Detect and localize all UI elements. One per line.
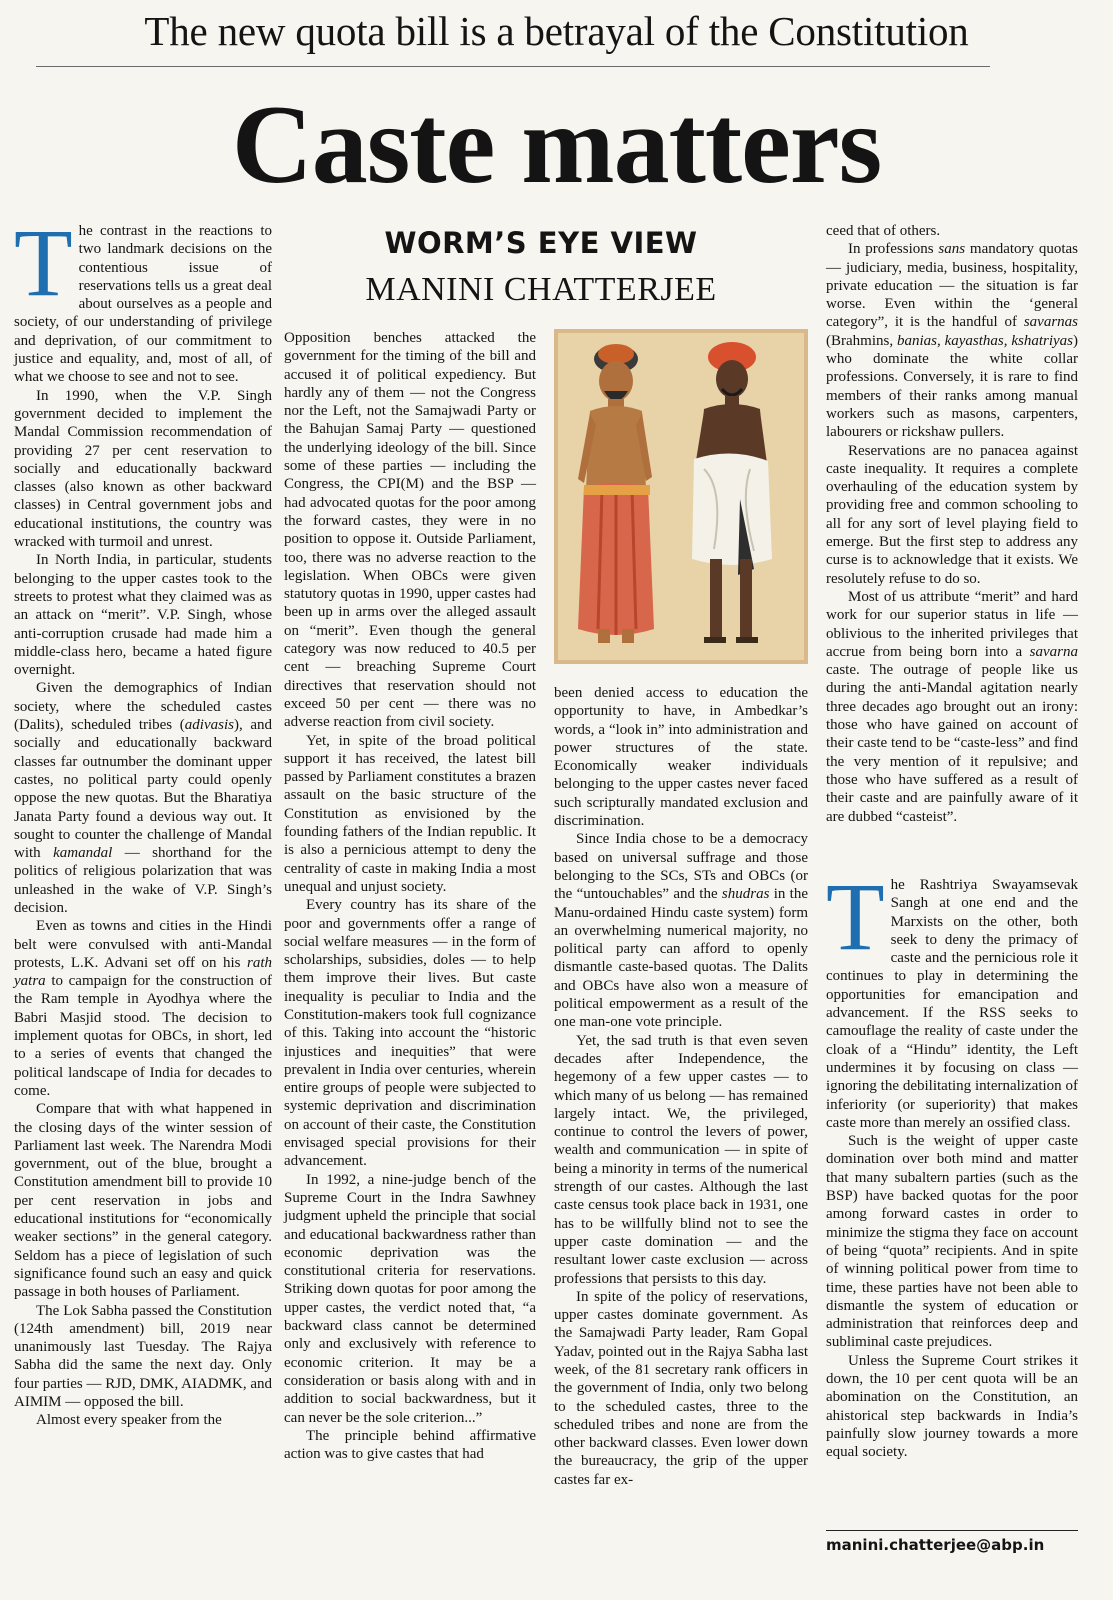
paragraph: been denied access to education the opportunity to have, in Ambedkar’s words, a “look in” into administration and power structures of the state. Economically weaker individuals belonging to the upper castes never faced such scripturally mandated exclusion and discrimination. [554, 685, 808, 830]
paragraph: In North India, in particular, students belonging to the upper castes took to the streets to protest what they claimed was as an attack on “merit”. V.P. Singh, whose anti-corruption crusade had made him a middle-class hero, became a hated figure overnight. [14, 552, 272, 679]
paragraph: The Lok Sabha passed the Constitution (124th amendment) bill, 2019 near unanimously last Tuesday. The Rajya Sabha did the same the next day. Only four parties — RJD, DMK, AIADMK, and AIMIM — opposed the bill. [14, 1302, 272, 1410]
article-column-2 [284, 329, 536, 1463]
drop-cap: T [826, 863, 885, 970]
paragraph: Reservations are no panacea against caste inequality. It requires a complete overhauling of the education system by providing free and common schooling to all for any sort of level playing field to emerge. But the first step to address any curse is to acknowledge that it exists. We resolutely refuse to do so. [826, 442, 1078, 587]
author-byline: MANINI CHATTERJEE [365, 271, 717, 308]
article-column-4 [826, 222, 1078, 826]
paragraph: The principle behind affirmative action was to give castes that had [284, 1427, 536, 1463]
paragraph: In professions sans mandatory quotas — judiciary, media, business, hospitality, private education — the situation is far worse. Even within the ‘general category”, it is the handful of savarnas (Brahmins, banias, kayasthas, kshatriyas) who dominate the white collar professions. Conversely, it is rare to find members of their ranks among manual workers such as masons, carpenters, labourers or rickshaw pullers. [826, 241, 1079, 441]
article-column-3 [554, 684, 808, 1489]
article-column-1 [14, 209, 272, 1430]
email-rule [826, 1530, 1078, 1531]
paragraph: Yet, the sad truth is that even seven decades after Independence, the hegemony of a few upper castes — to which many of us belong — has remained largely intact. We, the privileged, continue to control the levers of power, wealth and communication — in spite of being a minority in terms of the numerical strength of our castes. Although the last caste census took place back in 1931, one has to be willfully blind not to see the upper caste domination — and the resultant lower caste exclusion — across professions that persists to this day. [554, 1032, 808, 1287]
paragraph: Opposition benches attacked the government for the timing of the bill and accused it of political expediency. But hardly any of them — not the Congress nor the Left, not the Samajwadi Party or the Bahujan Samaj Party — questioned the underlying ideology of the bill. Since some of these parties — including the Congress, the CPI(M) and the BSP — had advocated quotas for the poor among the forward castes, they were in no position to oppose it. Outside Parliament, too, there was no adverse reaction to the legislation. When OBCs were given statutory quotas in 1990, upper castes had been up in arms over the alleged assault on “merit”. Even though the general category was now reduced to 40.5 per cent — breaching Supreme Court directives that reservation should not exceed 50 per cent — there was no adverse reaction from civil society. [284, 330, 536, 731]
article-column-4-continued [826, 863, 1078, 1462]
paragraph: In 1992, a nine-judge bench of the Supreme Court in the Indra Sawhney judgment upheld the principle that social and educational backwardness rather than economic deprivation was the constitutional criteria for reservations. Striking down quotas for poor among the upper castes, the verdict noted that, “a backward class cannot be determined only and exclusively with reference to economic criterion. It may be a consideration or basis along with and in addition to social backwardness, but it can never be the sole criterion...” [284, 1171, 536, 1426]
paragraph: Most of us attribute “merit” and hard work for our superior status in life — oblivious to the inherited privileges that accrue from being born into a savarna caste. The outrage of people like us during the anti-Mandal agitation nearly three decades ago brought out an irony: those who have gained on account of their caste tend to be “caste-less” and find the very mention of it repulsive; and those who have suffered as a result of their caste and are painfully aware of it are dubbed “casteist”. [826, 588, 1078, 825]
page-title: Caste matters [231, 83, 882, 207]
two-caste-figures-painting-icon [554, 329, 808, 664]
column-label: WORM’S EYE VIEW [384, 226, 698, 260]
paragraph: Since India chose to be a democracy based on universal suffrage and those belonging to the SCs, STs and OBCs (or the “untouchables” and the shudras in the Manu-ordained Hindu caste system) form an overwhelming numerical majority, no political party can afford to openly dismantle caste-based quotas. The Dalits and OBCs have also won a measure of political empowerment as a result of the one man-one vote principle. [554, 831, 808, 1031]
author-email-link[interactable]: manini.chatterjee@abp.in [826, 1536, 1045, 1554]
paragraph: Even as towns and cities in the Hindi belt were convulsed with anti-Mandal protests, L.K. Advani set off on his rath yatra to campaign for the construction of the Ram temple in Ayodhya where the Babri Masjid stood. The decision to implement quotas for OBCs, in short, led to a series of events that changed the political landscape of India for decades to come. [14, 918, 272, 1099]
section-opening-paragraph: The Rashtriya Swayamsevak Sangh at one end and the Marxists on the other, both seek to deny the primacy of caste and the pernicious role it continues to play in determining the opportunities for emancipation and advancement. If the RSS seeks to camouflage the reality of caste under the cloak of a “Hindu” identity, the Left undermines it by focusing on class — ignoring the debilitating internalization of inferiority (or superiority) that makes caste more than merely an ossified class. [826, 863, 1078, 1131]
paragraph: In spite of the policy of reservations, upper castes dominate government. As the Samajwadi Party leader, Ram Gopal Yadav, pointed out in the Rajya Sabha last week, of the 81 secretary rank officers in the government of India, only two belong to the scheduled castes, three to the scheduled tribes and none are from the other backward classes. Even lower down the bureaucracy, the grip of the upper castes far ex- [554, 1288, 808, 1488]
paragraph: Almost every speaker from the [36, 1412, 222, 1429]
kicker-rule [36, 66, 990, 67]
kicker-headline: The new quota bill is a betrayal of the Constitution [144, 8, 969, 54]
paragraph: Such is the weight of upper caste domination over both mind and matter that many subaltern parties (such as the BSP) have backed quotas for the poor among forward castes in order to minimize the stigma they face on account of being “quota” recipients. And in spite of winning political power from time to time, these parties have not been able to dismantle the system of education or administration that reinforces deep and subliminal caste prejudices. [826, 1133, 1078, 1351]
paragraph: In 1990, when the V.P. Singh government decided to implement the Mandal Commission recommendation of providing 27 per cent reservation to socially and educationally backward classes (also known as other backward classes) in Central government jobs and educational institutions, the country was wracked with turmoil and unrest. [14, 387, 272, 551]
drop-cap: T [14, 209, 73, 316]
opening-paragraph: The contrast in the reactions to two landmark decisions on the contentious issue of reservations tells us a great deal about ourselves as a people and society, of our understanding of privilege and deprivation, of our commitment to justice and equality, and, most of all, of what we choose to see and not to see. [14, 209, 272, 386]
paragraph: Given the demographics of Indian society, where the scheduled castes (Dalits), scheduled tribes (adivasis), and socially and educationally backward classes far outnumber the dominant upper castes, no political party could openly oppose the new quotas. But the Bharatiya Janata Party found a devious way out. It sought to counter the challenge of Mandal with kamandal — shorthand for the politics of religious polarization that was unleashed in the wake of V.P. Singh’s decision. [14, 680, 272, 916]
paragraph: ceed that of others. [826, 223, 941, 239]
paragraph: Every country has its share of the poor and governments offer a range of social welfare measures — in the form of scholarships, subsidies, doles — to help them improve their lives. But caste inequality is peculiar to India and the Constitution-makers took full cognizance of this. Taking into account the “historic injustices and inequities” that were prevalent in India over centuries, wherein entire groups of people were subjected to systemic deprivation and discrimination on account of their caste, the Constitution envisaged special provisions for their advancement. [284, 897, 536, 1170]
paragraph: Compare that with what happened in the closing days of the winter session of Parliament last week. The Narendra Modi government, out of the blue, brought a Constitution amendment bill to provide 10 per cent reservation in jobs and educational institutions for “economically weaker sections” in the general category. Seldom has a piece of legislation of such significance found such an easy and quick passage in both houses of Parliament. [14, 1101, 272, 1301]
paragraph: Yet, in spite of the broad political support it has received, the latest bill passed by Parliament constitutes a brazen assault on the basic structure of the Constitution as envisioned by the founding fathers of the Indian republic. It is also a pernicious attempt to deny the centrality of caste in making India a most unequal and unjust society. [284, 732, 536, 895]
paragraph: Unless the Supreme Court strikes it down, the 10 per cent quota will be an abomination on the Constitution, an ahistorical step backwards in India’s painfully slow journey towards a more equal society. [826, 1352, 1078, 1461]
